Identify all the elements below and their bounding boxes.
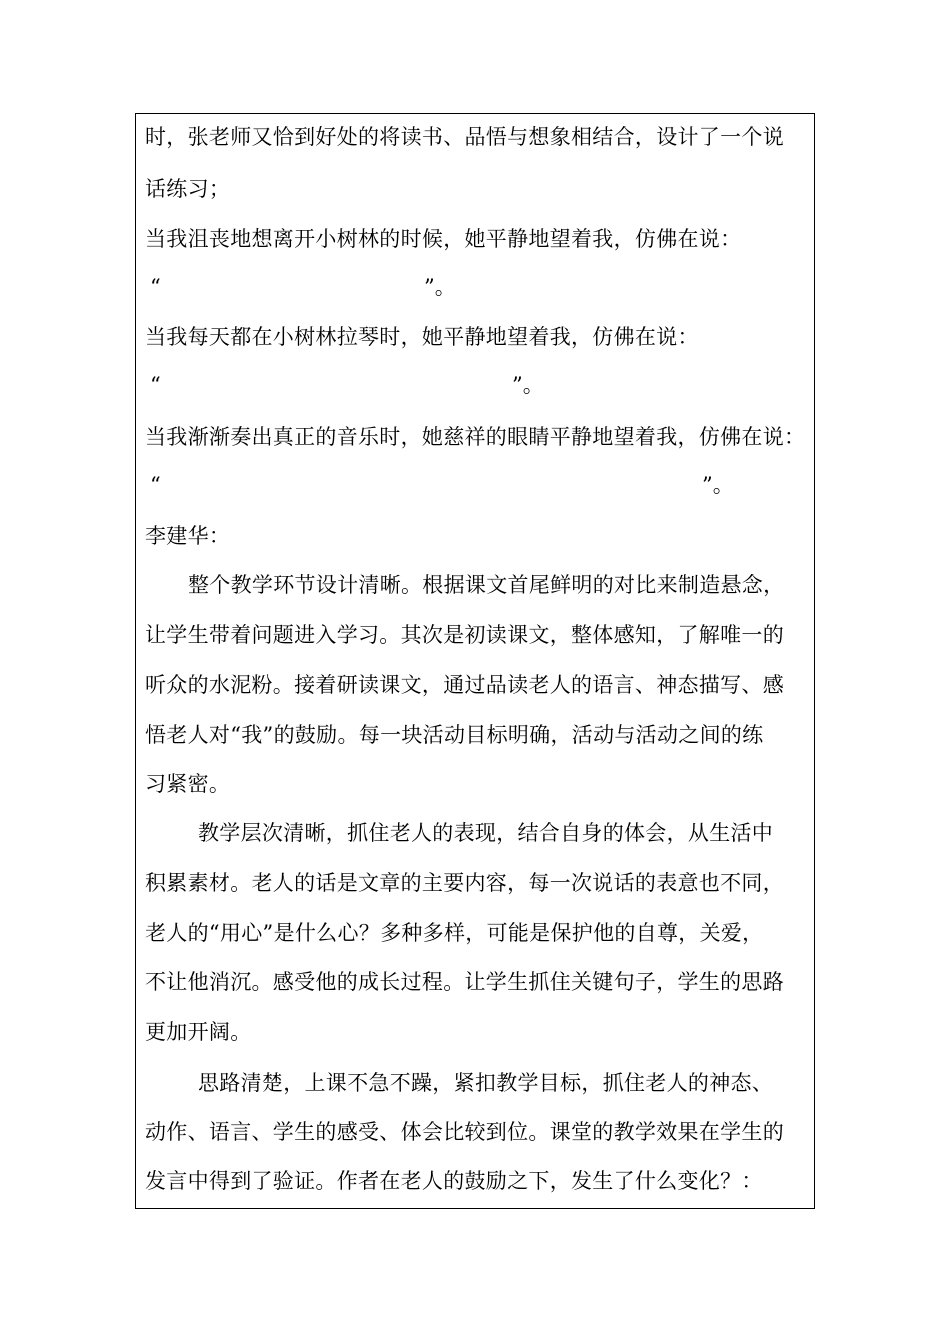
quote-close-3: ”。	[702, 473, 734, 497]
quote-close-2: ”。	[512, 373, 544, 397]
paragraph-line: 思路清楚，上课不急不躁，紧扣教学目标，抓住老人的神态、	[198, 1071, 774, 1095]
quote-open-2: “	[150, 373, 161, 397]
paragraph-line: 老人的“用心”是什么心？多种多样，可能是保护他的自尊，关爱，	[145, 921, 764, 945]
paragraph-line: 让学生带着问题进入学习。其次是初读课文，整体感知，了解唯一的	[145, 623, 784, 647]
paragraph-line: 习紧密。	[145, 772, 231, 796]
paragraph-line: 整个教学环节设计清晰。根据课文首尾鲜明的对比来制造悬念，	[188, 573, 785, 597]
text-line: 时，张老师又恰到好处的将读书、品悟与想象相结合，设计了一个说	[145, 125, 784, 149]
paragraph-line: 积累素材。老人的话是文章的主要内容，每一次说话的表意也不同，	[145, 871, 784, 895]
paragraph-line: 更加开阔。	[145, 1020, 252, 1044]
author-name: 李建华：	[145, 524, 231, 548]
quote-close-1: ”。	[424, 275, 456, 299]
text-line: 话练习；	[145, 177, 231, 201]
text-line: 当我沮丧地想离开小树林的时候，她平静地望着我，仿佛在说：	[145, 227, 742, 251]
quote-open-3: “	[150, 473, 161, 497]
paragraph-line: 悟老人对“我”的鼓励。每一块活动目标明确，活动与活动之间的练	[145, 723, 764, 747]
quote-open-1: “	[150, 275, 161, 299]
paragraph-line: 发言中得到了验证。作者在老人的鼓励之下，发生了什么变化？：	[145, 1169, 763, 1193]
paragraph-line: 教学层次清晰，抓住老人的表现，结合自身的体会，从生活中	[198, 821, 774, 845]
text-line: 当我渐渐奏出真正的音乐时，她慈祥的眼睛平静地望着我，仿佛在说：	[145, 425, 806, 449]
paragraph-line: 不让他消沉。感受他的成长过程。让学生抓住关键句子，学生的思路	[145, 970, 784, 994]
paragraph-line: 动作、语言、学生的感受、体会比较到位。课堂的教学效果在学生的	[145, 1120, 784, 1144]
paragraph-line: 听众的水泥粉。接着研读课文，通过品读老人的语言、神态描写、感	[145, 673, 784, 697]
text-line: 当我每天都在小树林拉琴时，她平静地望着我，仿佛在说：	[145, 325, 699, 349]
